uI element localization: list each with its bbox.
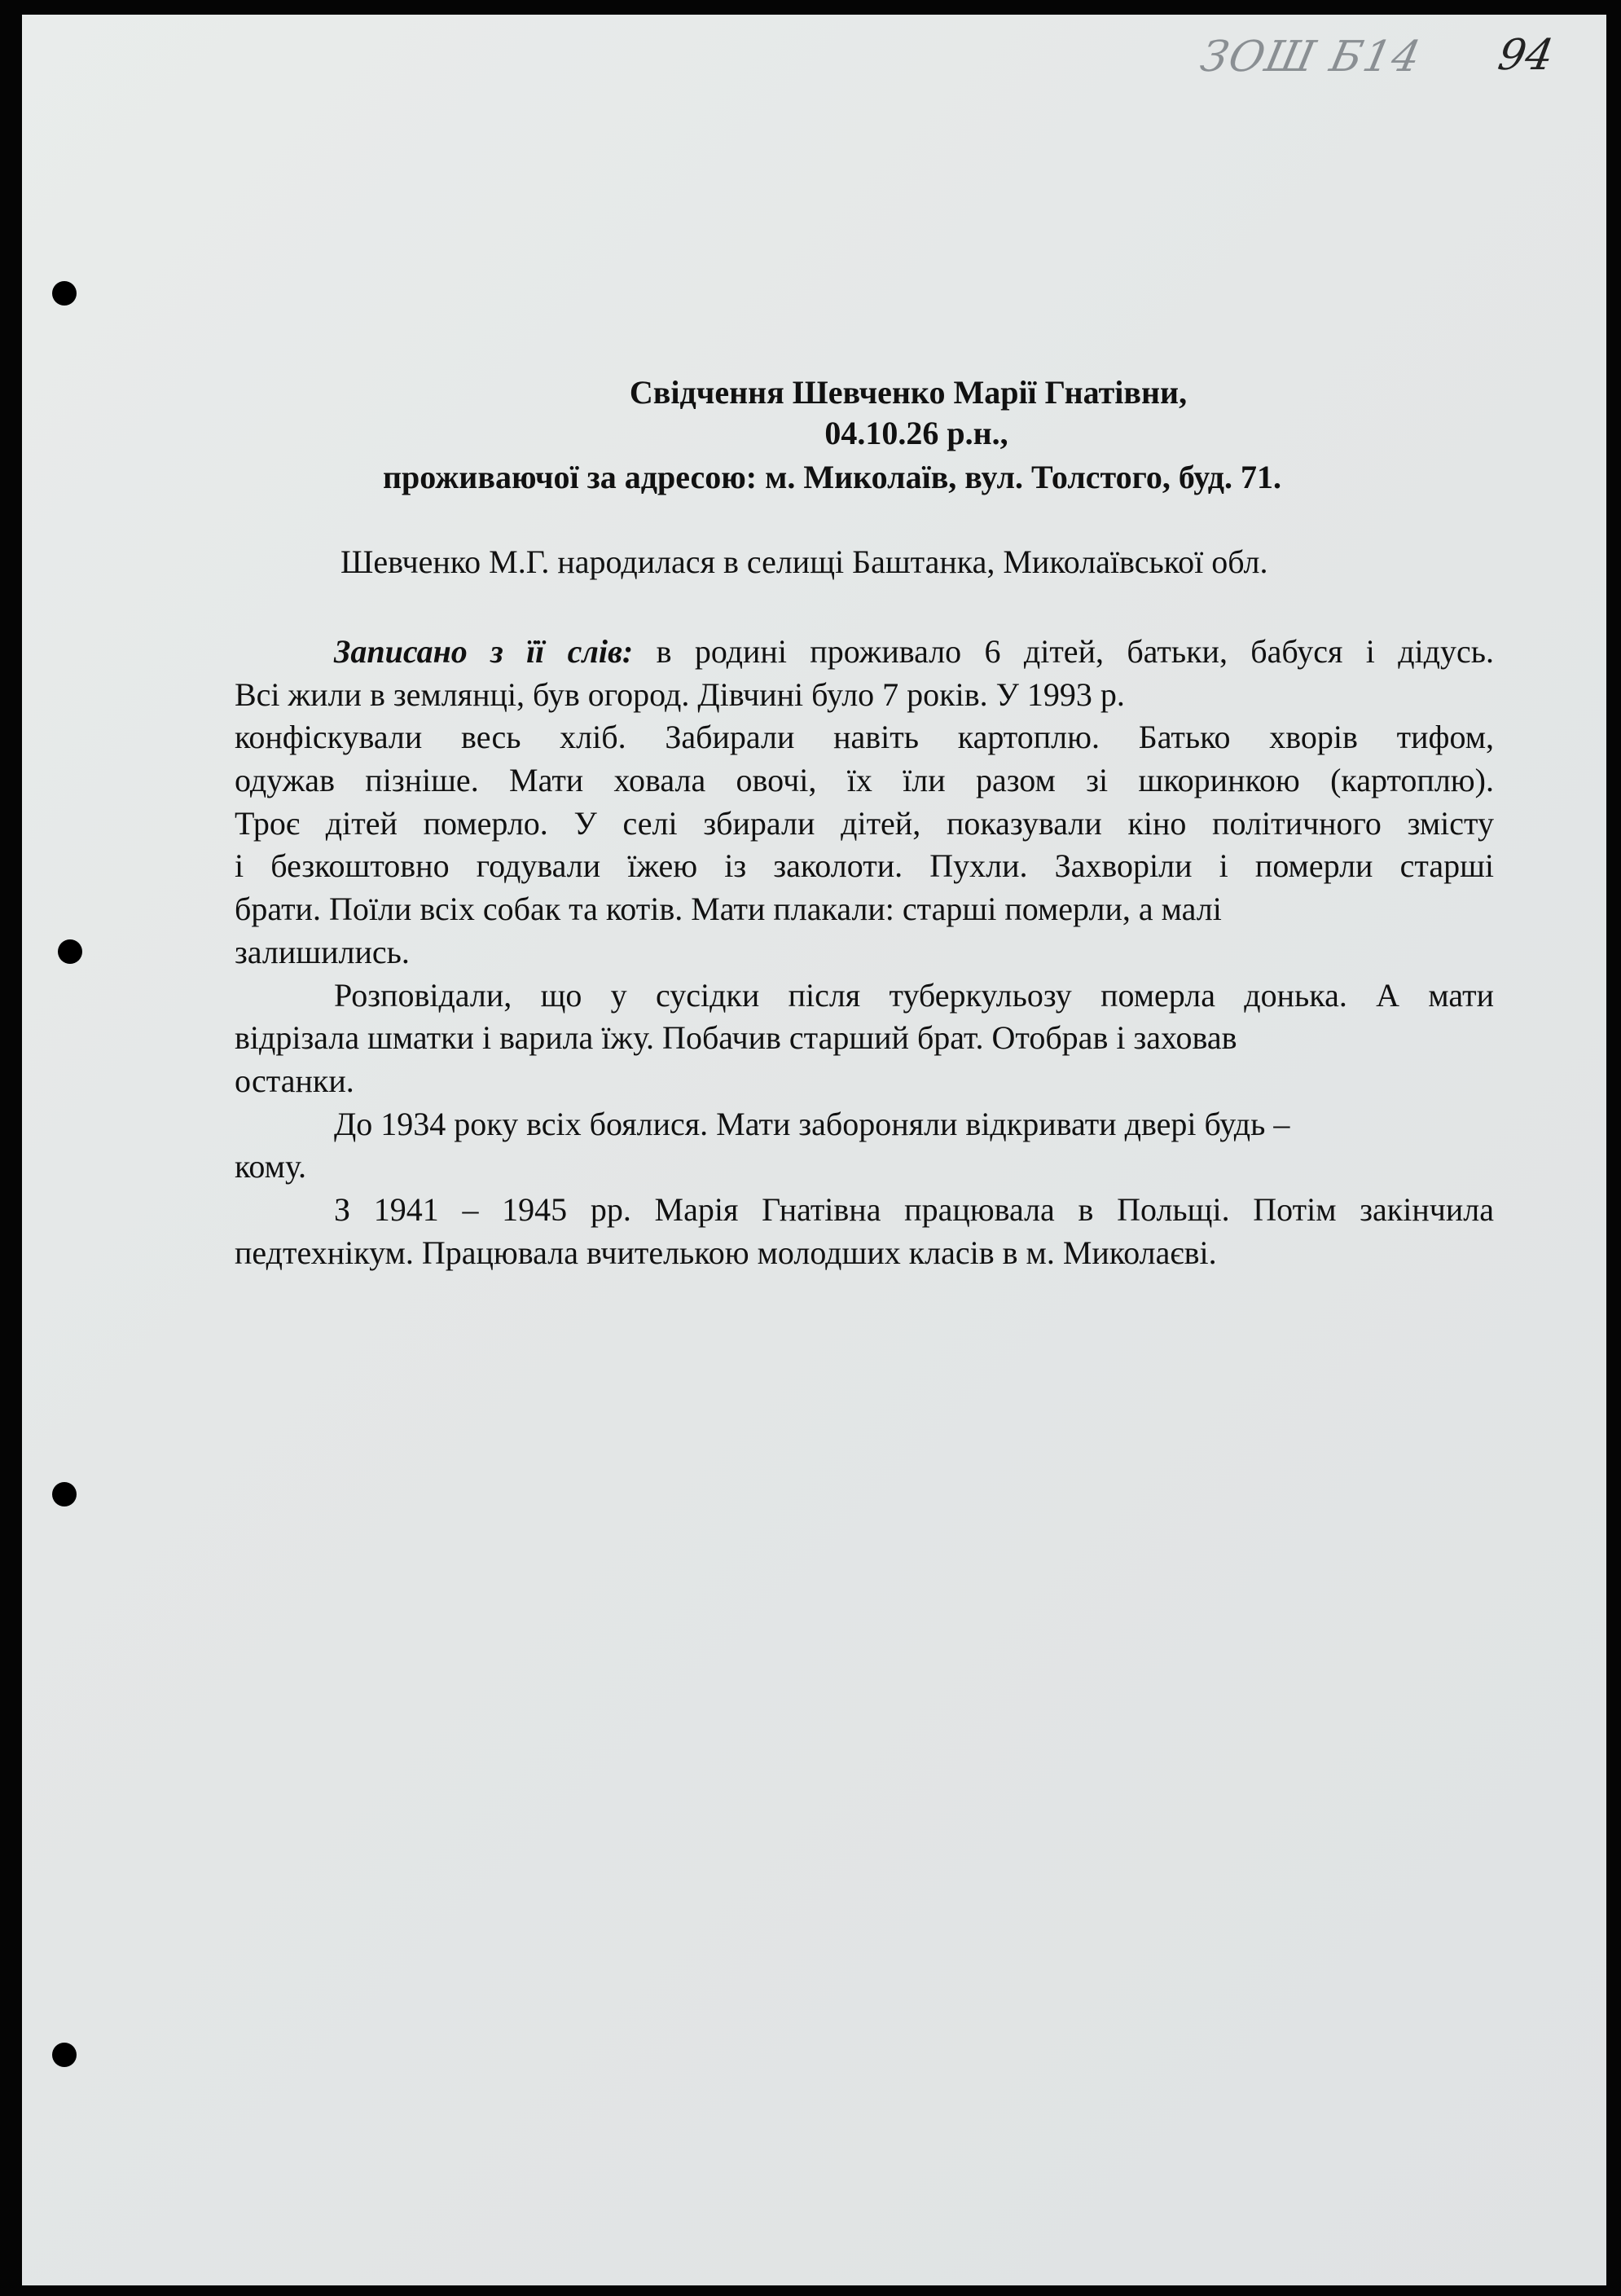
body-line: відрізала шматки і варила їжу. Побачив старший брат. Отобрав і заховав	[235, 1019, 1237, 1057]
body-line: Троє дітей померло. У селі збирали дітей, показували кіно політичного змісту	[235, 804, 1494, 842]
body-line	[235, 631, 1494, 674]
body-line: брати. Поїли всіх собак та котів. Мати плакали: старші померли, а малі	[235, 891, 1222, 928]
body-line: кому.	[235, 1148, 306, 1185]
body-line: педтехнікум. Працювала вчителькою молодших класів в м. Миколаєві.	[235, 1234, 1217, 1271]
body-line: конфіскували весь хліб. Забирали навіть картоплю. Батько хворів тифом,	[235, 719, 1494, 756]
body-line: До 1934 року всіх боялися. Мати забороняли відкривати двері будь –	[334, 1105, 1290, 1142]
lead-label: Записано з її слів:	[334, 633, 634, 670]
punch-hole	[52, 1482, 77, 1506]
body-line: Всі жили в землянці, був огород. Дівчині було 7 років. У 1993 р.	[235, 675, 1125, 713]
punch-hole	[52, 2043, 77, 2067]
body-line: Розповідали, що у сусідки після туберкульозу померла донька. А мати	[334, 976, 1494, 1014]
title-line-1: Свідчення Шевченко Марії Гнатівни,	[629, 374, 1188, 411]
body-line: і безкоштовно годували їжею із заколоти. Пухли. Захворіли і померли старші	[235, 847, 1494, 885]
testimony-body	[235, 631, 1494, 1274]
subtitle: Шевченко М.Г. народилася в селищі Баштанка, Миколаївської обл.	[340, 543, 1268, 580]
body-line: З 1941 – 1945 рр. Марія Гнатівна працювала в Польщі. Потім закінчила	[334, 1190, 1494, 1228]
archive-mark: ЗОШ Б14	[1196, 33, 1426, 81]
title-line-2: 04.10.26 р.н.,	[824, 415, 1008, 451]
body-line: залишились.	[235, 933, 410, 970]
punch-hole	[58, 939, 82, 964]
body-line: останки.	[235, 1062, 354, 1099]
body-text: в родині проживало 6 дітей, батьки, бабуся і дідусь.	[633, 633, 1495, 670]
punch-hole	[52, 281, 77, 306]
page-number: 94	[1494, 31, 1557, 80]
body-line: одужав пізніше. Мати ховала овочі, їх їли разом зі шкоринкою (картоплю).	[235, 762, 1494, 799]
title-line-3: проживаючої за адресою: м. Миколаїв, вул. Толстого, буд. 71.	[383, 459, 1282, 495]
